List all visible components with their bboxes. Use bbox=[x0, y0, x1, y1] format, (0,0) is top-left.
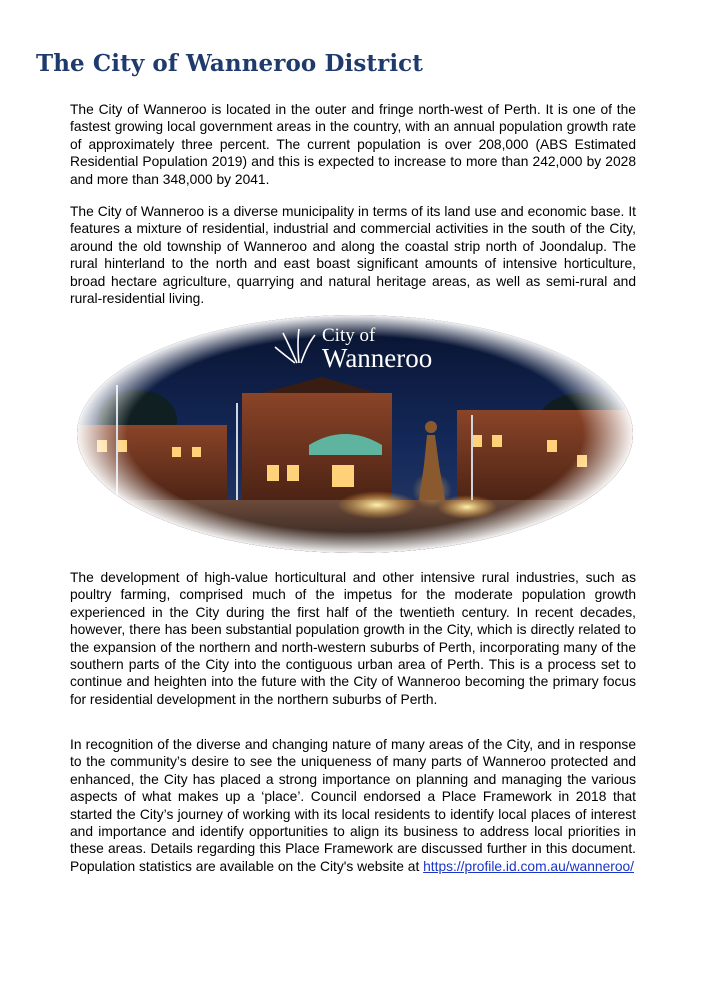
place-framework-text: In recognition of the diverse and changing nature of many areas of the City, and in response to the community’s desire to see the uniqueness of many parts of Wanneroo protected and enhanced, the City has placed a strong importance on planning and managing the various aspects of what makes up a ‘place’. Council endorsed a Place Framework in 2018 that started the City’s journey of working with its local residents to identify local places of interest and importance and identify opportunities to align its business to address local priorities in these areas. Details regarding this Place Framework are discussed further in this document. Population statistics are available on the City's website at bbox=[70, 737, 636, 874]
civic-centre-photo bbox=[77, 315, 633, 553]
city-website-link[interactable]: https://profile.id.com.au/wanneroo/ bbox=[423, 858, 635, 874]
page-title: The City of Wanneroo District bbox=[36, 50, 424, 77]
logo-line-1: City of bbox=[322, 325, 376, 346]
intro-paragraph: The City of Wanneroo is located in the outer and fringe north-west of Perth. It is one of the fastest growing local government areas in the country, with an annual population growth rate of approximately three percent. The current population is over 208,000 (ABS Estimated Residential Population 2019) and this is expected to increase to more than 242,000 by 2028 and more than 348,000 by 2041. bbox=[70, 102, 636, 187]
place-framework-paragraph bbox=[70, 736, 636, 875]
development-paragraph: The development of high-value horticultural and other intensive rural industries, such as poultry farming, comprised much of the impetus for the moderate population growth experienced in the City during the first half of the twentieth century. In recent decades, however, there has been substantial population growth in the City, which is directly related to the expansion of the northern and north-western suburbs of Perth, incorporating many of the southern parts of the City into the contiguous urban area of Perth. This is a process set to continue and heighten into the future with the City of Wanneroo becoming the primary focus for residential development in the northern suburbs of Perth. bbox=[70, 570, 636, 707]
logo-line-2: Wanneroo bbox=[322, 343, 433, 373]
land-use-paragraph: The City of Wanneroo is a diverse municipality in terms of its land use and economic base. It features a mixture of residential, industrial and commercial activities in the south of the City, around the old township of Wanneroo and along the coastal strip north of Joondalup. The rural hinterland to the north and east boast significant amounts of intensive horticulture, broad hectare agriculture, quarrying and natural heritage areas, as well as semi-rural and rural-residential living. bbox=[70, 204, 636, 307]
